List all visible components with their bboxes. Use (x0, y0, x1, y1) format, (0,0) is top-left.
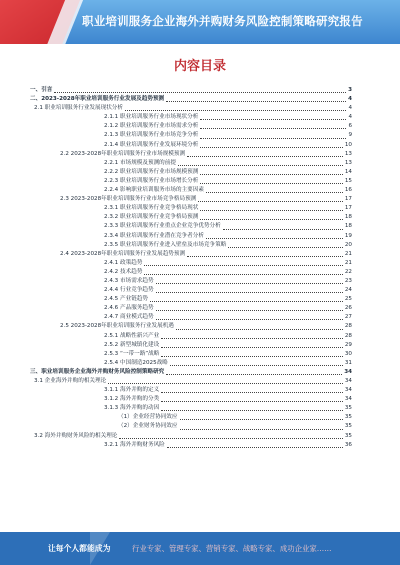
toc-entry-page: 13 (344, 150, 352, 157)
toc-leader-dots (161, 338, 343, 339)
toc-entry-label: 2.3.1 职业培训服务行业竞争格局现状 (104, 205, 199, 212)
toc-entry[interactable] (30, 195, 352, 204)
toc-entry[interactable] (30, 168, 352, 177)
toc-leader-dots (200, 210, 343, 211)
toc-leader-dots (223, 229, 343, 230)
toc-entry-label: 2.2.3 职业培训服务行业市场增长分析 (104, 177, 199, 184)
toc-entry-page: 4 (348, 114, 352, 121)
toc-entry[interactable] (30, 432, 352, 441)
toc-entry-label: 2.3.5 职业培训服务行业进入壁垒及市场竞争策略 (104, 241, 227, 248)
toc-leader-dots (108, 383, 343, 384)
footer-tagline: 行业专家、管理专家、营销专家、战略专家、成功企业家…… (132, 544, 332, 553)
toc-leader-dots (228, 247, 343, 248)
toc-entry-label: （2）企业财务协同效应 (118, 423, 178, 430)
toc-leader-dots (200, 119, 346, 120)
toc-leader-dots (166, 101, 346, 102)
toc-entry-page: 20 (344, 241, 352, 248)
toc-entry-page: 29 (344, 341, 352, 348)
toc-entry-label: 2.2.2 职业培训服务行业市场规模预测 (104, 168, 199, 175)
toc-entry-label: 3.1 企业海外并购的相关理论 (34, 378, 107, 384)
toc-entry[interactable] (30, 322, 352, 331)
toc-entry-label: 2.4.3 市场需求趋势 (104, 277, 154, 284)
toc-entry-label: 2.5.2 新型城镇化建设 (104, 341, 160, 348)
toc-entry-page: 28 (344, 332, 352, 339)
toc-entry-label: 2.1 职业培训服务行业发展现状分析 (34, 105, 123, 112)
toc-entry[interactable] (30, 250, 352, 259)
toc-entry-label: 2.2 2023-2028年职业培训服务行业市场规模预测 (60, 150, 186, 157)
toc-entry-page: 30 (344, 350, 352, 357)
toc-entry-page: 18 (344, 223, 352, 230)
toc-entry-label: 2.2.4 影响职业培训服务市场的主要因素 (104, 187, 204, 194)
toc-leader-dots (200, 174, 343, 175)
toc-leader-dots (161, 401, 343, 402)
toc-entry-page: 34 (344, 368, 352, 375)
toc-entry[interactable] (30, 259, 352, 268)
toc-entry-label: 3.2.1 海外并购财务风险 (104, 441, 165, 448)
toc-entry-page: 23 (344, 277, 352, 284)
toc-entry-label: 2.3.3 职业培训服务行业重点企业竞争优势分析 (104, 223, 221, 230)
toc-entry[interactable] (30, 441, 352, 450)
toc-entry-page: 18 (344, 214, 352, 221)
toc-leader-dots (206, 238, 343, 239)
toc-entry[interactable] (30, 113, 352, 122)
toc-entry-label: 2.3 2023-2028年职业培训服务行业市场竞争格局预测 (60, 196, 197, 203)
toc-entry[interactable] (30, 295, 352, 304)
toc-entry-label: （1）企业经营协同效应 (118, 414, 178, 421)
toc-entry-label: 2.5.3 “一带一路”战略 (104, 350, 160, 357)
toc-entry-label: 3.1.1 海外并购的定义 (104, 387, 160, 394)
toc-entry-label: 2.1.3 职业培训服务行业市场竞争分析 (104, 132, 199, 139)
toc-entry[interactable] (30, 304, 352, 313)
footer-banner (0, 532, 400, 565)
toc-entry-page: 35 (344, 423, 352, 430)
toc-entry-label: 2.4.7 商业模式趋势 (104, 314, 154, 321)
toc-entry-page: 15 (344, 177, 352, 184)
toc-entry-page: 6 (348, 123, 352, 130)
toc-leader-dots (150, 301, 343, 302)
toc-entry-label: 三、职业培训服务企业海外并购财务风险控制策略研究 (30, 368, 165, 375)
toc-entry[interactable] (30, 150, 352, 159)
toc-heading: 内容目录 (173, 59, 226, 74)
toc-entry-label: 一、引言 (30, 87, 53, 93)
toc-leader-dots (170, 365, 343, 366)
toc-entry-label: 2.3.2 职业培训服务行业竞争格局预测 (104, 214, 199, 221)
toc-leader-dots (176, 329, 343, 330)
toc-entry-page: 25 (344, 296, 352, 303)
toc-entry[interactable] (30, 141, 352, 150)
toc-leader-dots (180, 419, 343, 420)
toc-entry-label: 2.4 2023-2028年职业培训服务行业发展趋势预测 (60, 250, 186, 257)
toc-leader-dots (144, 265, 342, 266)
toc-entry-label: 2.4.4 行业竞争趋势 (104, 287, 154, 294)
toc-entry-label: 2.1.4 职业培训服务行业发展环境分析 (104, 141, 199, 148)
toc-entry-page: 13 (344, 159, 352, 166)
toc-entry[interactable] (30, 350, 352, 359)
toc-leader-dots (161, 356, 343, 357)
toc-entry[interactable] (30, 131, 352, 140)
toc-entry-page: 17 (344, 205, 352, 212)
toc-entry-label: 2.5.1 战略性新兴产业 (104, 332, 160, 339)
toc-entry-page: 36 (344, 441, 352, 448)
toc-leader-dots (200, 138, 346, 139)
toc-leader-dots (187, 156, 343, 157)
toc-leader-dots (156, 319, 343, 320)
toc-entry-page: 34 (344, 387, 352, 394)
toc-entry-page: 4 (348, 96, 352, 103)
toc-entry[interactable] (30, 104, 352, 113)
toc-entry[interactable] (30, 386, 352, 395)
toc-entry[interactable] (30, 395, 352, 404)
toc-entry-label: 3.1.3 海外并购的动因 (104, 405, 160, 412)
toc-entry[interactable] (30, 422, 352, 431)
toc-entry-page: 34 (344, 396, 352, 403)
toc-leader-dots (54, 92, 346, 93)
toc-entry[interactable] (30, 213, 352, 222)
toc-leader-dots (200, 147, 343, 148)
toc-entry-page: 22 (344, 268, 352, 275)
footer-slogan: 让每个人都能成为 (48, 544, 111, 553)
toc-entry-page: 35 (344, 405, 352, 412)
toc-leader-dots (200, 219, 343, 220)
toc-entry-page: 3 (348, 87, 352, 93)
toc-entry[interactable] (30, 177, 352, 186)
toc-entry-label: 3.2 海外并购财务风险的相关理论 (34, 432, 118, 439)
toc-entry[interactable] (30, 241, 352, 250)
toc-entry[interactable] (30, 359, 352, 368)
toc-entry-label: 2.4.1 政策趋势 (104, 259, 143, 266)
toc-entry-page: 21 (344, 259, 352, 266)
toc-leader-dots (161, 410, 343, 411)
toc-entry[interactable] (30, 232, 352, 241)
toc-entry-label: 2.2.1 市场规模及预测的前提 (104, 159, 176, 166)
toc-entry-label: 3.1.2 海外并购的分类 (104, 396, 160, 403)
toc-entry[interactable] (30, 204, 352, 213)
toc-entry-label: 2.4.2 技术趋势 (104, 268, 143, 275)
toc-entry[interactable] (30, 332, 352, 341)
toc-entry-page: 19 (344, 232, 352, 239)
toc-entry-page: 35 (344, 414, 352, 421)
toc-entry-page: 27 (344, 314, 352, 321)
toc-entry[interactable] (30, 286, 352, 295)
toc-entry[interactable] (30, 413, 352, 422)
toc-entry-page: 10 (344, 141, 352, 148)
toc-leader-dots (187, 256, 343, 257)
toc-leader-dots (119, 438, 342, 439)
toc-entry[interactable] (30, 268, 352, 277)
toc-entry-page: 14 (344, 168, 352, 175)
toc-entry-page: 28 (344, 323, 352, 330)
toc-entry-label: 2.1.2 职业培训服务行业市场需求分析 (104, 123, 199, 130)
toc-entry[interactable] (30, 86, 352, 95)
toc-leader-dots (200, 183, 343, 184)
toc-entry[interactable] (30, 404, 352, 413)
toc-leader-dots (180, 429, 343, 430)
toc-leader-dots (161, 347, 343, 348)
toc-entry-page: 9 (348, 132, 352, 139)
toc-leader-dots (198, 201, 343, 202)
toc-entry-page: 16 (344, 187, 352, 194)
toc-leader-dots (206, 192, 343, 193)
toc-entry-label: 二、2023-2028年职业培训服务行业发展及趋势预测 (30, 96, 165, 103)
toc-leader-dots (125, 110, 346, 111)
toc-leader-dots (156, 283, 343, 284)
report-title: 职业培训服务企业海外并购财务风险控制策略研究报告 (82, 14, 363, 28)
toc-entry-label: 2.5 2023-2028年职业培训服务行业发展机遇 (60, 323, 174, 330)
toc-entry-page: 4 (348, 105, 352, 112)
toc-entry-label: 2.4.5 产业链趋势 (104, 296, 148, 303)
toc-leader-dots (200, 128, 346, 129)
toc-entry-page: 26 (344, 305, 352, 312)
toc-entry-page: 31 (344, 359, 352, 366)
toc-entry[interactable] (30, 377, 352, 386)
table-of-contents (30, 86, 352, 450)
toc-entry[interactable] (30, 341, 352, 350)
toc-entry-page: 21 (344, 250, 352, 257)
toc-entry-page: 17 (344, 196, 352, 203)
toc-leader-dots (178, 165, 343, 166)
toc-leader-dots (167, 447, 343, 448)
toc-leader-dots (144, 274, 342, 275)
toc-entry-label: 2.1.1 职业培训服务行业市场现状分析 (104, 114, 199, 121)
toc-entry[interactable] (30, 186, 352, 195)
toc-entry[interactable] (30, 122, 352, 131)
toc-entry[interactable] (30, 95, 352, 104)
toc-entry[interactable] (30, 277, 352, 286)
toc-entry[interactable] (30, 222, 352, 231)
toc-entry-page: 24 (344, 287, 352, 294)
report-header (0, 0, 400, 44)
toc-entry-page: 34 (344, 378, 352, 384)
toc-entry[interactable] (30, 368, 352, 377)
toc-entry[interactable] (30, 159, 352, 168)
toc-leader-dots (156, 292, 343, 293)
toc-entry[interactable] (30, 313, 352, 322)
toc-leader-dots (161, 392, 343, 393)
toc-entry-page: 35 (344, 432, 352, 439)
toc-entry-label: 2.3.4 职业培训服务行业潜在竞争者分析 (104, 232, 204, 239)
toc-entry-label: 2.4.6 产品服务趋势 (104, 305, 154, 312)
toc-leader-dots (156, 310, 343, 311)
toc-entry-label: 2.5.4 中国制造2025战略 (104, 359, 168, 366)
toc-leader-dots (166, 374, 342, 375)
